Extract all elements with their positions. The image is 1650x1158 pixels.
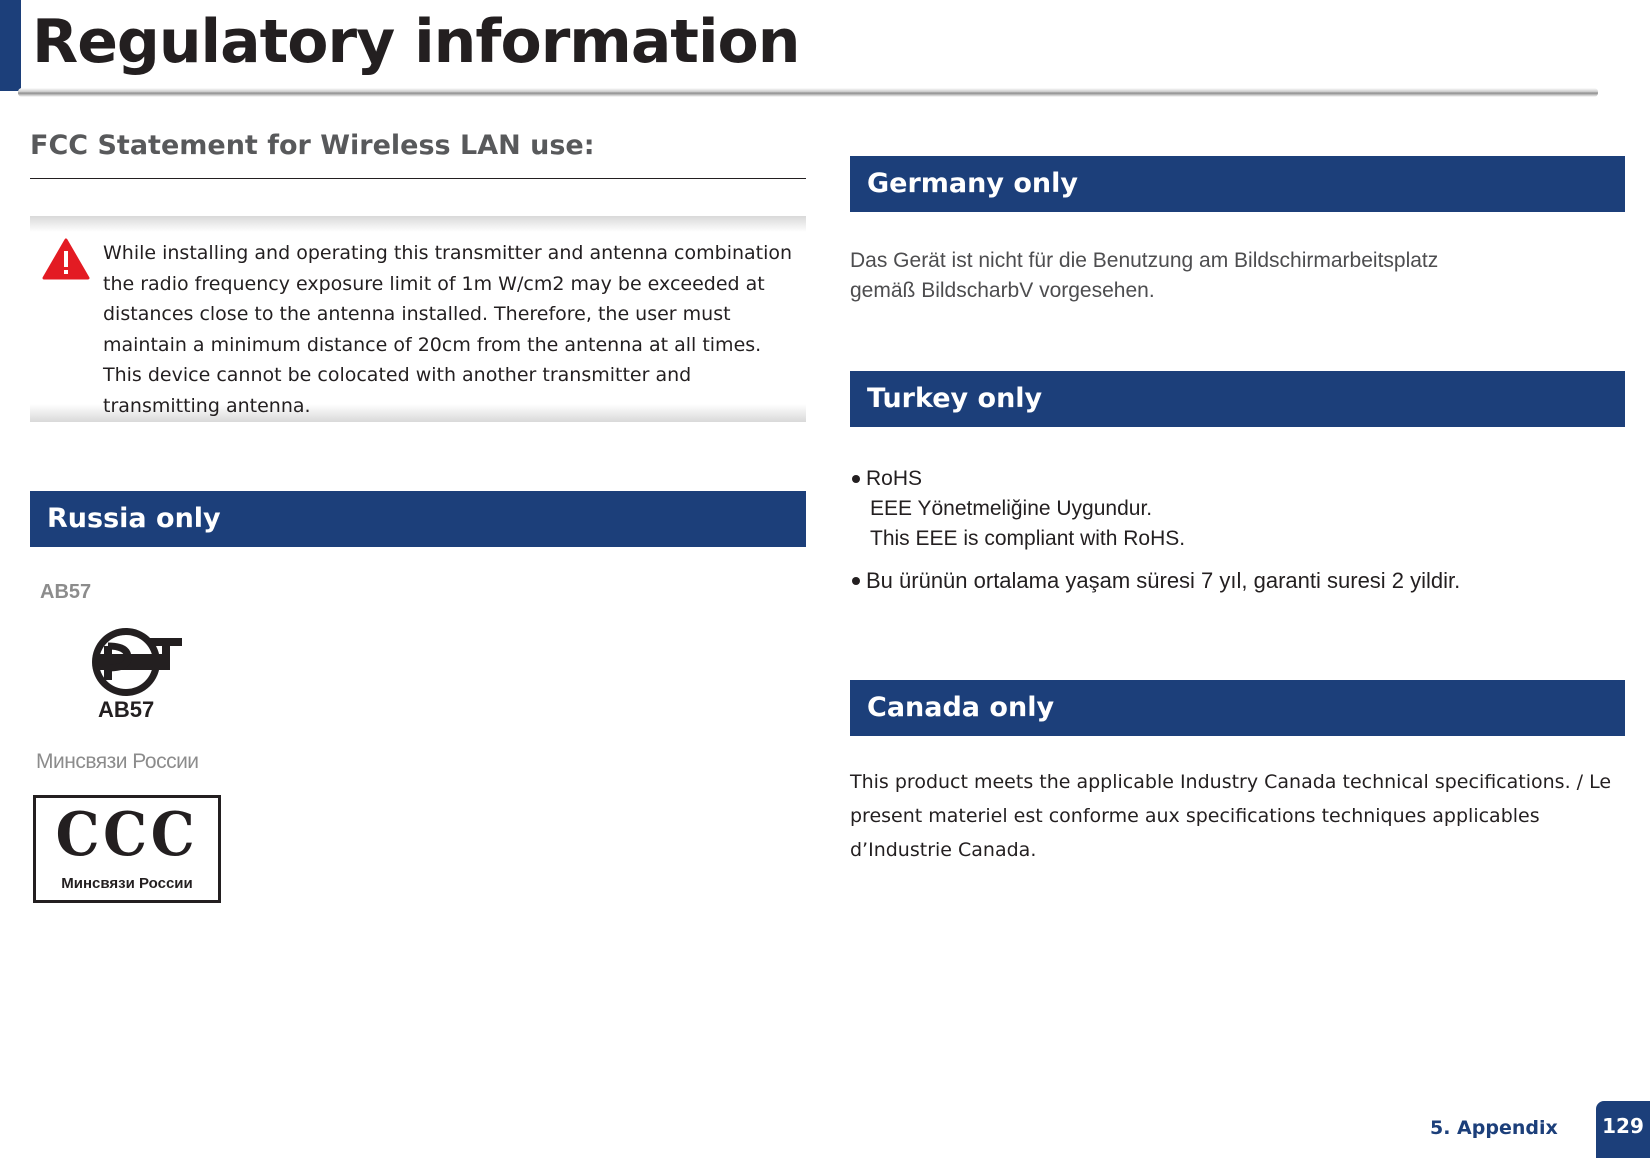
title-divider <box>18 88 1598 97</box>
ccc-certification-mark <box>33 795 221 903</box>
bullet-icon <box>852 577 860 585</box>
turkey-list <box>852 464 1460 596</box>
footer-section-label: 5. Appendix <box>1430 1117 1558 1139</box>
russia-code-label: AB57 <box>40 581 92 603</box>
lifetime-item <box>852 566 1460 596</box>
fcc-divider <box>30 178 806 179</box>
pct-logo-code: AB57 <box>98 697 155 722</box>
russia-heading: Russia only <box>30 491 806 547</box>
rohs-line-1: EEE Yönetmeliğine Uygundur. <box>870 497 1153 520</box>
caution-triangle-icon <box>42 238 90 280</box>
lifetime-text: Bu ürünün ortalama yaşam süresi 7 yıl, garanti suresi 2 yildir. <box>866 568 1461 593</box>
turkey-heading: Turkey only <box>850 371 1625 427</box>
bullet-icon <box>852 475 860 483</box>
left-accent-bar <box>0 0 21 91</box>
caution-box <box>30 216 806 422</box>
rohs-item <box>852 464 1460 494</box>
page-number: 129 <box>1596 1101 1650 1158</box>
canada-statement: This product meets the applicable Industry Canada technical specifications. / Le present materiel est conforme aux specifications techniques applicables d’Industrie Canada. <box>850 771 1612 861</box>
fcc-heading: FCC Statement for Wireless LAN use: <box>30 130 595 161</box>
germany-line-2: gemäß BildscharbV vorgesehen. <box>850 279 1155 302</box>
page-title: Regulatory information <box>32 7 800 77</box>
rohs-label: RoHS <box>866 467 923 490</box>
caution-text: While installing and operating this transmitter and antenna combination the radio frequency exposure limit of 1m W/cm2 may be exceeded at distances close to the antenna installed. Therefore, the user must maintain a minimum distance of 20cm from the antenna at all times. This device cannot be colocated with another transmitter and transmitting antenna. <box>103 242 793 417</box>
ccc-caption: Минсвязи России <box>61 875 193 892</box>
canada-heading: Canada only <box>850 680 1625 736</box>
germany-line-1: Das Gerät ist nicht für die Benutzung am Bildschirmarbeitsplatz <box>850 249 1439 272</box>
germany-statement <box>850 246 1438 306</box>
ccc-letters: CCC <box>55 800 199 870</box>
rohs-line-2: This EEE is compliant with RoHS. <box>870 527 1186 550</box>
ministry-label: Минсвязи России <box>36 750 199 773</box>
pct-certification-logo <box>80 622 190 722</box>
germany-heading: Germany only <box>850 156 1625 212</box>
